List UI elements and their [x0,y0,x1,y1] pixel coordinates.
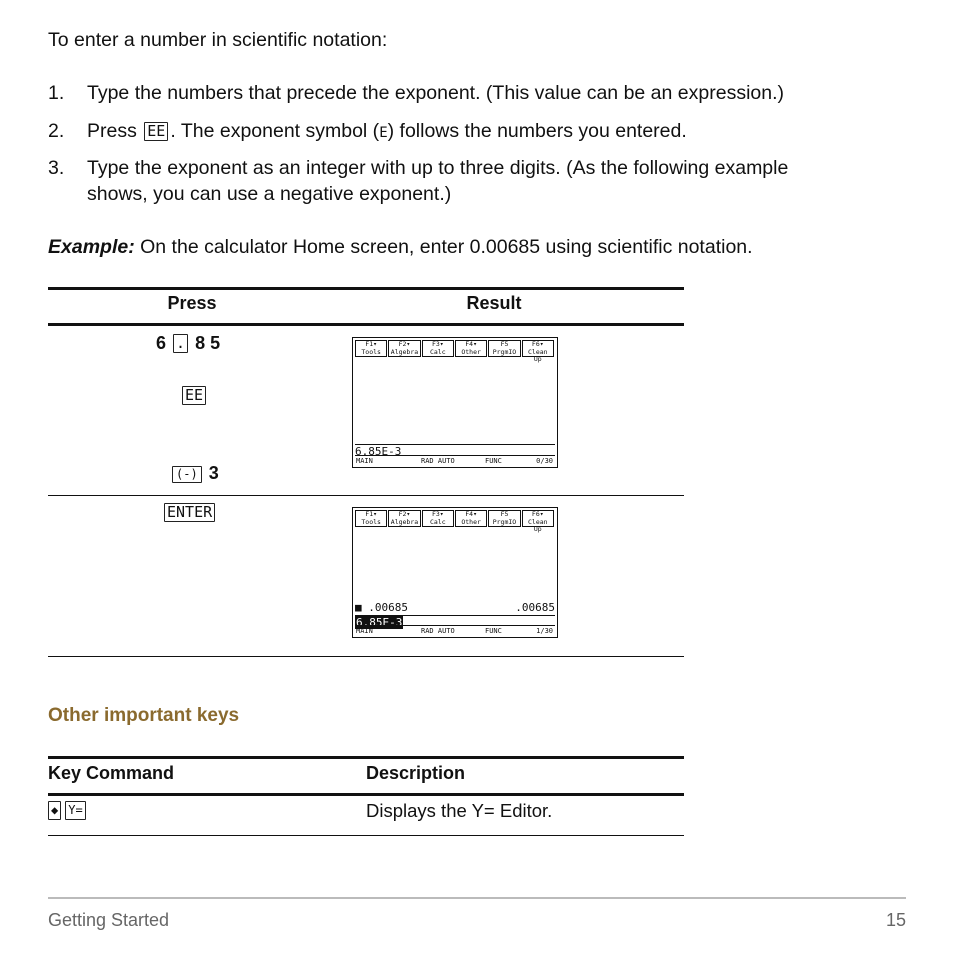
key-command-diamond-yequals [46,801,88,820]
step-2-post: ) follows the numbers you entered. [387,120,687,142]
highlighted-entry: 6.85E-3 [356,616,403,629]
history-input: ■ .00685 [355,601,408,614]
table1-top-rule [48,287,684,290]
table2-header-rule [48,793,684,796]
ee-key-table: EE [182,386,206,405]
diamond-key: ◆ [48,801,61,820]
ee-key: EE [144,122,168,141]
toolbar-f2: F2▾ Algebra [388,340,420,357]
toolbar-f3: F3▾ Calc [422,340,454,357]
step-1-text: Type the numbers that precede the exponent. (This value can be an expression.) [87,82,785,104]
calculator-screen-1 [352,337,558,468]
example-label: Example: [48,236,135,258]
y-equals-key: Y= [65,801,85,820]
press-keys-6-decimal-85: 6 . 8 5 [156,333,221,353]
press-enter [162,503,217,523]
footer-rule [48,897,906,899]
calculator-screen-2 [352,507,558,638]
screen2-status-bar: MAIN RAD AUTO FUNC 1/30 [356,627,553,635]
table1-row-rule [48,495,684,496]
negative-key: (-) [172,466,202,483]
toolbar-f5: F5 PrgmIO [488,340,520,357]
table2-bottom-rule [48,835,684,836]
description-y-editor: Displays the Y= Editor. [366,800,553,821]
toolbar-f1: F1▾ Tools [355,510,387,527]
step-2-number: 2. [48,120,65,142]
intro-text: To enter a number in scientific notation: [48,29,388,51]
screen1-toolbar [355,340,555,363]
toolbar-f4: F4▾ Other [455,510,487,527]
example-paragraph [48,235,753,259]
example-text: On the calculator Home screen, enter 0.00685 using scientific notation. [134,236,753,258]
footer-section-title: Getting Started [48,910,170,930]
decimal-key: . [173,334,188,353]
step-3-number: 3. [48,157,65,179]
table2-header-description: Description [366,763,466,783]
table1-header-press: Press [167,293,217,313]
exponent-symbol: E [379,125,388,141]
footer-page-number: 15 [885,910,906,930]
toolbar-f6: F6▾ Clean Up [522,340,554,357]
table2-top-rule [48,756,684,759]
screen1-entry-line: 6.85E-3 [355,444,555,458]
step-2-text [87,119,687,145]
screen1-status-bar: MAIN RAD AUTO FUNC 0/30 [356,457,553,465]
step-3-line1: Type the exponent as an integer with up to three digits. (As the following example [87,157,789,179]
enter-key: ENTER [164,503,215,522]
toolbar-f1: F1▾ Tools [355,340,387,357]
section-heading: Other important keys [48,705,240,726]
screen2-toolbar [355,510,555,533]
table1-bottom-rule [48,656,684,657]
table2-header-key-command: Key Command [48,763,175,783]
toolbar-f5: F5 PrgmIO [488,510,520,527]
step-3-line2: shows, you can use a negative exponent.) [87,183,452,205]
press-negative-3: (-) 3 [170,463,219,484]
toolbar-f3: F3▾ Calc [422,510,454,527]
toolbar-f2: F2▾ Algebra [388,510,420,527]
table1-header-rule [48,323,684,326]
step-1-number: 1. [48,82,65,104]
toolbar-f4: F4▾ Other [455,340,487,357]
step-2-pre: Press [87,120,137,142]
step-2-mid: . The exponent symbol ( [170,120,380,142]
history-result: .00685 [515,601,555,614]
toolbar-f6: F6▾ Clean Up [522,510,554,527]
press-ee [180,386,208,406]
screen2-history-line [355,601,555,614]
table1-header-result: Result [466,293,522,313]
